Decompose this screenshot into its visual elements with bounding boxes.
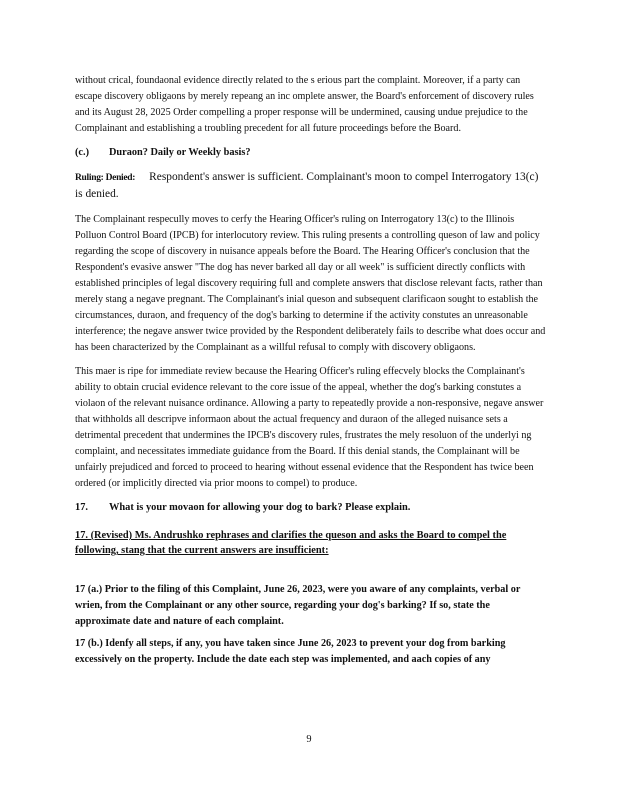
- ruling-text: Respondent's answer is sufficient. Complainant's moon to compel Interrogatory 13(c) is denied.: [75, 171, 539, 200]
- interrogatory-text: What is your movaon for allowing your dog to bark? Please explain.: [109, 502, 411, 513]
- paragraph-certify-motion: The Complainant respecully moves to cerfy the Hearing Officer's ruling on Interrogatory 13(c) to the Illinois Polluon Control Board (IPCB) for interlocutory review. This ruling presents a controlling queson of law and policy regarding the scope of discovery in nuisance appeals before the Board. The Hearing Officer's conclusion that the Respondent's evasive answer "The dog has never barked all day or all week" is sufficient directly conflicts with established principles of legal discovery requiring full and complete answers that disclose relevant facts, rather than merely stang a negave pregnant. The Complainant's inial queson and subsequent clarificaon sought to establish the circumstances, duraon, and frequency of the dog's barking to determine if the activity constutes an unreasonable interference; the negave answer twice provided by the Respondent deliberately fails to describe what does occur and has been characterized by the Complainant as a willful refusal to comply with discovery obligaons.: [75, 214, 546, 353]
- heading-duration: [75, 145, 547, 161]
- interrogatory-17b: 17 (b.) Idenfy all steps, if any, you have taken since June 26, 2023 to prevent your dog from barking excessively on the property. Include the date each step was implemented, and aach copies of any: [75, 638, 506, 665]
- interrogatory-17: [75, 500, 547, 516]
- interrogatory-number: 17.: [75, 502, 88, 513]
- interrogatory-17-revised: 17. (Revised) Ms. Andrushko rephrases and clarifies the queson and asks the Board to compel the following, stang that the current answers are insufficient:: [75, 530, 507, 556]
- ruling-label: Ruling: Denied:: [75, 173, 136, 183]
- page-number: 9: [306, 734, 312, 745]
- paragraph-prejudice: without crical, foundaonal evidence directly related to the s erious part the complaint. Moreover, if a party can escape discovery obligaons by merely repeang an inc omplete answer, the Board's enforcement of discovery rules and its August 28, 2025 Order compelling a proper response will be undermined, causing undue prejudice to the Complainant and establishing a troubling precedent for all future proceedings before the Board.: [75, 75, 534, 134]
- interrogatory-17a: 17 (a.) Prior to the filing of this Complaint, June 26, 2023, were you aware of any complaints, verbal or wrien, from the Complainant or any other source, regarding your dog's barking? If so, state the approximate date and nature of each complaint.: [75, 584, 521, 627]
- heading-number: (c.): [75, 147, 90, 158]
- page-body: [75, 73, 547, 674]
- paragraph-immediate-review: This maer is ripe for immediate review because the Hearing Officer's ruling effecvely blocks the Complainant's ability to obtain crucial evidence relevant to the core issue of the appeal, whether the dog's barking constutes a violaon of the relevant nuisance ordinance. Allowing a party to repeatedly provide a non-responsive, negave answer that withholds all descripve informaon about the actual frequency and duraon of the alleged nuisance sets a detrimental precedent that undermines the IPCB's discovery rules, frustrates the mely resoluon of the underlyi ng complaint, and necessitates immediate guidance from the Board. If this denial stands, the Complainant will be unfairly prejudiced and forced to proceed to hearing without essenal evidence that the Respondent has twice been ordered (or implicitly directed via prior moons to compel) to produce.: [75, 366, 544, 489]
- heading-text: Duraon? Daily or Weekly basis?: [109, 147, 251, 158]
- ruling-block: [75, 169, 547, 202]
